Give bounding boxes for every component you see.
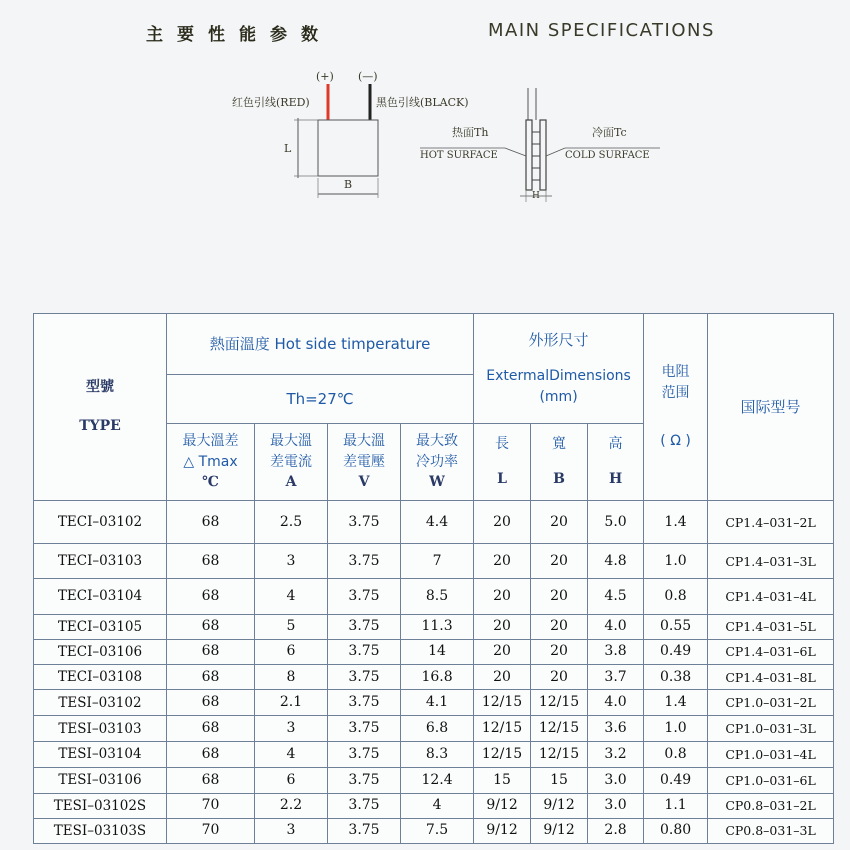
dims-header xyxy=(474,314,644,424)
cell-max-current: 2.1 xyxy=(255,690,328,716)
cell-height: 4.0 xyxy=(588,690,644,716)
type-header-en: TYPE xyxy=(79,418,121,434)
cell-model: TECI–03104 xyxy=(34,579,167,614)
spec-rows xyxy=(34,501,834,844)
cell-max-current: 3 xyxy=(255,818,328,843)
cell-model: TECI–03106 xyxy=(34,639,167,664)
cell-intl-model: CP1.4–031–4L xyxy=(708,579,834,614)
dim-b-label: B xyxy=(344,178,353,191)
cell-max-dt: 68 xyxy=(167,544,255,579)
cell-max-voltage: 3.75 xyxy=(328,614,401,639)
cell-width: 12/15 xyxy=(531,716,588,742)
cell-intl-model: CP1.0–031–4L xyxy=(708,742,834,767)
cell-resistance: 1.4 xyxy=(644,501,708,544)
cell-height: 3.0 xyxy=(588,793,644,818)
front-view xyxy=(232,70,469,198)
cell-max-voltage: 3.75 xyxy=(328,690,401,716)
cell-max-dt: 68 xyxy=(167,716,255,742)
cell-max-power: 7.5 xyxy=(401,818,474,843)
cell-max-voltage: 3.75 xyxy=(328,716,401,742)
th-condition: Th=27℃ xyxy=(167,375,474,424)
cell-length: 9/12 xyxy=(474,818,531,843)
cell-resistance: 0.55 xyxy=(644,614,708,639)
cell-width: 9/12 xyxy=(531,793,588,818)
cell-length: 20 xyxy=(474,544,531,579)
cell-intl-model: CP0.8–031–3L xyxy=(708,818,834,843)
hot-label-cn: 热面Th xyxy=(452,126,489,139)
cell-max-dt: 68 xyxy=(167,614,255,639)
cell-max-voltage: 3.75 xyxy=(328,579,401,614)
cell-max-power: 8.5 xyxy=(401,579,474,614)
cell-width: 9/12 xyxy=(531,818,588,843)
cell-max-dt: 68 xyxy=(167,690,255,716)
cell-length: 12/15 xyxy=(474,742,531,767)
cell-max-power: 6.8 xyxy=(401,716,474,742)
cell-height: 3.2 xyxy=(588,742,644,767)
resistance-cn-1: 电阻 xyxy=(661,363,690,380)
red-wire-label: 红色引线(RED) xyxy=(232,96,310,109)
cell-width: 15 xyxy=(531,767,588,793)
table-row xyxy=(34,579,834,614)
cell-model: TESI–03102 xyxy=(34,690,167,716)
cell-max-current: 4 xyxy=(255,579,328,614)
cell-max-power: 14 xyxy=(401,639,474,664)
col-header-voltage: 最大溫 差電壓 V xyxy=(328,424,401,501)
cell-max-dt: 70 xyxy=(167,818,255,843)
cell-max-dt: 68 xyxy=(167,767,255,793)
cell-max-power: 11.3 xyxy=(401,614,474,639)
cell-length: 20 xyxy=(474,639,531,664)
cell-intl-model: CP1.4–031–2L xyxy=(708,501,834,544)
cell-max-current: 3 xyxy=(255,716,328,742)
cell-max-current: 8 xyxy=(255,664,328,689)
hot-side-header: 熱面溫度 Hot side timperature xyxy=(167,314,474,375)
cell-resistance: 1.1 xyxy=(644,793,708,818)
cell-model: TESI–03102S xyxy=(34,793,167,818)
cell-model: TESI–03106 xyxy=(34,767,167,793)
table-row xyxy=(34,767,834,793)
cell-height: 2.8 xyxy=(588,818,644,843)
cell-max-dt: 68 xyxy=(167,579,255,614)
cell-max-voltage: 3.75 xyxy=(328,767,401,793)
cell-resistance: 0.49 xyxy=(644,767,708,793)
minus-label: (—) xyxy=(358,70,378,83)
dim-h-label: H xyxy=(532,191,540,201)
cell-width: 20 xyxy=(531,544,588,579)
cell-intl-model: CP1.4–031–6L xyxy=(708,639,834,664)
resistance-unit: ( Ω ) xyxy=(660,433,691,450)
table-row xyxy=(34,614,834,639)
col-header-width: 寬 B xyxy=(531,424,588,501)
cell-intl-model: CP0.8–031–2L xyxy=(708,793,834,818)
col-header-dt: 最大溫差 △ Tmax ℃ xyxy=(167,424,255,501)
cell-max-power: 7 xyxy=(401,544,474,579)
cell-width: 12/15 xyxy=(531,690,588,716)
col-header-length: 長 L xyxy=(474,424,531,501)
col-header-height: 高 H xyxy=(588,424,644,501)
resistance-cn-2: 范围 xyxy=(661,384,690,401)
cell-height: 4.0 xyxy=(588,614,644,639)
cell-length: 15 xyxy=(474,767,531,793)
cell-max-dt: 68 xyxy=(167,742,255,767)
table-row xyxy=(34,690,834,716)
dims-header-en: ExtermalDimensions xyxy=(486,368,631,385)
cell-length: 20 xyxy=(474,501,531,544)
cell-max-voltage: 3.75 xyxy=(328,501,401,544)
plus-label: (+) xyxy=(316,70,334,83)
cell-max-voltage: 3.75 xyxy=(328,793,401,818)
cell-length: 20 xyxy=(474,614,531,639)
cell-max-voltage: 3.75 xyxy=(328,544,401,579)
cell-intl-model: CP1.4–031–3L xyxy=(708,544,834,579)
cell-max-power: 8.3 xyxy=(401,742,474,767)
cell-height: 4.5 xyxy=(588,579,644,614)
cell-max-current: 6 xyxy=(255,767,328,793)
cell-max-power: 16.8 xyxy=(401,664,474,689)
cell-intl-model: CP1.4–031–8L xyxy=(708,664,834,689)
cell-model: TECI–03102 xyxy=(34,501,167,544)
resistance-header xyxy=(644,314,708,501)
cell-max-power: 12.4 xyxy=(401,767,474,793)
cold-surface-label: COLD SURFACE xyxy=(565,150,650,161)
cell-height: 3.7 xyxy=(588,664,644,689)
cell-model: TESI–03103S xyxy=(34,818,167,843)
black-wire-label: 黑色引线(BLACK) xyxy=(376,96,469,109)
cell-resistance: 0.80 xyxy=(644,818,708,843)
cell-height: 5.0 xyxy=(588,501,644,544)
table-row xyxy=(34,664,834,689)
cell-width: 20 xyxy=(531,501,588,544)
cell-max-voltage: 3.75 xyxy=(328,639,401,664)
cell-width: 20 xyxy=(531,664,588,689)
title-chinese: 主要性能参数 xyxy=(146,25,332,45)
table-row xyxy=(34,793,834,818)
dims-unit: (mm) xyxy=(539,388,578,405)
cell-resistance: 1.0 xyxy=(644,716,708,742)
cell-resistance: 0.8 xyxy=(644,742,708,767)
type-header-cn: 型號 xyxy=(86,379,114,396)
cell-max-voltage: 3.75 xyxy=(328,742,401,767)
cell-length: 12/15 xyxy=(474,690,531,716)
cell-max-current: 6 xyxy=(255,639,328,664)
col-header-current: 最大溫 差電流 A xyxy=(255,424,328,501)
cell-height: 3.8 xyxy=(588,639,644,664)
cell-max-power: 4.4 xyxy=(401,501,474,544)
cell-height: 4.8 xyxy=(588,544,644,579)
cell-max-dt: 68 xyxy=(167,664,255,689)
col-header-power: 最大致 冷功率 W xyxy=(401,424,474,501)
cell-intl-model: CP1.0–031–3L xyxy=(708,716,834,742)
table-row xyxy=(34,639,834,664)
cell-max-power: 4 xyxy=(401,793,474,818)
module-body xyxy=(318,120,378,176)
cell-width: 20 xyxy=(531,639,588,664)
cell-resistance: 0.49 xyxy=(644,639,708,664)
table-row xyxy=(34,742,834,767)
cell-width: 12/15 xyxy=(531,742,588,767)
table-row xyxy=(34,818,834,843)
cell-height: 3.6 xyxy=(588,716,644,742)
cell-max-current: 5 xyxy=(255,614,328,639)
cell-length: 9/12 xyxy=(474,793,531,818)
cell-model: TESI–03104 xyxy=(34,742,167,767)
cell-max-current: 2.5 xyxy=(255,501,328,544)
cell-max-dt: 70 xyxy=(167,793,255,818)
cell-model: TESI–03103 xyxy=(34,716,167,742)
cell-width: 20 xyxy=(531,579,588,614)
cell-max-voltage: 3.75 xyxy=(328,818,401,843)
cell-length: 12/15 xyxy=(474,716,531,742)
cell-intl-model: CP1.0–031–2L xyxy=(708,690,834,716)
cell-max-current: 3 xyxy=(255,544,328,579)
cell-length: 20 xyxy=(474,579,531,614)
table-row xyxy=(34,501,834,544)
table-row xyxy=(34,716,834,742)
cell-model: TECI–03103 xyxy=(34,544,167,579)
cell-intl-model: CP1.4–031–5L xyxy=(708,614,834,639)
module-diagram xyxy=(0,0,850,215)
dim-l-label: L xyxy=(284,142,292,155)
cell-resistance: 1.0 xyxy=(644,544,708,579)
cell-resistance: 0.8 xyxy=(644,579,708,614)
cell-resistance: 1.4 xyxy=(644,690,708,716)
cell-max-current: 2.2 xyxy=(255,793,328,818)
intl-header: 国际型号 xyxy=(708,314,834,501)
cell-max-voltage: 3.75 xyxy=(328,664,401,689)
title-english: MAIN SPECIFICATIONS xyxy=(488,20,715,41)
cell-max-dt: 68 xyxy=(167,501,255,544)
cold-label-cn: 冷面Tc xyxy=(592,126,627,139)
cell-width: 20 xyxy=(531,614,588,639)
cell-max-dt: 68 xyxy=(167,639,255,664)
type-header xyxy=(34,314,167,501)
cell-intl-model: CP1.0–031–6L xyxy=(708,767,834,793)
cell-model: TECI–03108 xyxy=(34,664,167,689)
table-row xyxy=(34,544,834,579)
cell-resistance: 0.38 xyxy=(644,664,708,689)
dims-header-cn: 外形尺寸 xyxy=(528,331,589,350)
cell-max-current: 4 xyxy=(255,742,328,767)
cell-max-power: 4.1 xyxy=(401,690,474,716)
hot-surface-label: HOT SURFACE xyxy=(420,150,498,161)
cell-height: 3.0 xyxy=(588,767,644,793)
cell-length: 20 xyxy=(474,664,531,689)
spec-table xyxy=(33,313,834,844)
cell-model: TECI–03105 xyxy=(34,614,167,639)
